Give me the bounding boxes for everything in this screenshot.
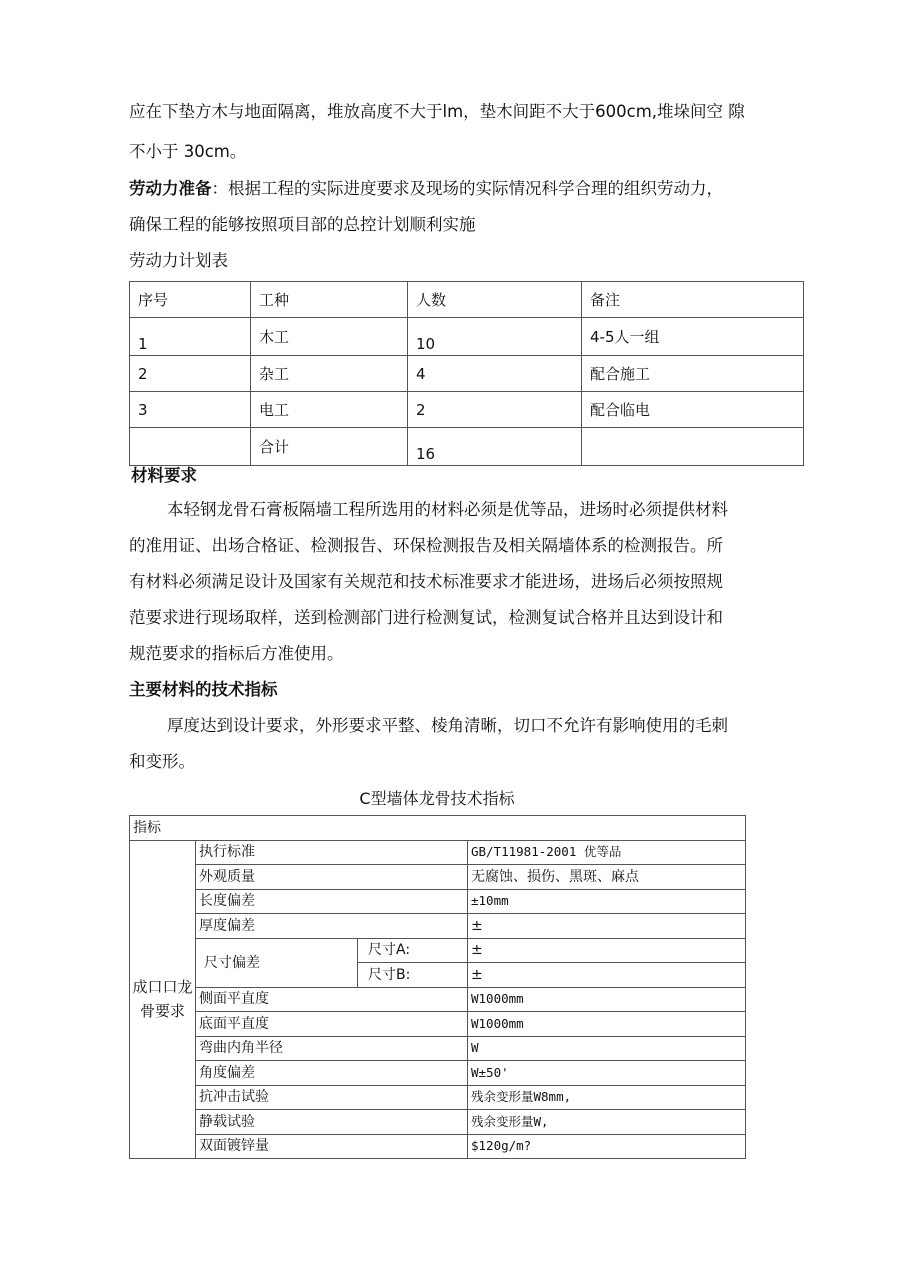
spec-item-cell: 静载试验 <box>196 1110 468 1135</box>
spec-value-cell: ± <box>468 938 746 963</box>
intro-line-1: 应在下垫方木与地面隔离，堆放高度不大于lm，垫木间距不大于600cm,堆垛间空 隙 <box>129 102 745 121</box>
cell-no: 3 <box>130 392 251 428</box>
header-cell-trade: 工种 <box>251 282 408 318</box>
table-row <box>130 914 746 939</box>
spec-value-cell: W <box>468 1036 746 1061</box>
table-header-row <box>130 282 804 318</box>
spec-value-cell: GB/T11981-2001 优等品 <box>468 840 746 865</box>
cell-no: 1 <box>130 318 251 356</box>
spec-item-cell: 长度偏差 <box>196 889 468 914</box>
table-row <box>130 987 746 1012</box>
table-row <box>130 840 746 865</box>
spec-value-cell: 无腐蚀、损伤、黑斑、麻点 <box>468 865 746 890</box>
table-row <box>130 865 746 890</box>
cell-trade: 合计 <box>251 428 408 466</box>
header-cell-no: 序号 <box>130 282 251 318</box>
table-row <box>130 1085 746 1110</box>
table-row <box>130 392 804 428</box>
spec-value-cell: W1000mm <box>468 1012 746 1037</box>
tech-index-line-1: 厚度达到设计要求，外形要求平整、棱角清晰，切口不允许有影响使用的毛刺 <box>167 716 728 735</box>
spec-header-row <box>130 816 746 841</box>
cell-count: 4 <box>408 356 582 392</box>
table-row <box>130 1036 746 1061</box>
spec-group-label-line-2: 骨要求 <box>139 1002 185 1021</box>
cell-note: 配合施工 <box>582 356 804 392</box>
materials-line-5: 规范要求的指标后方准使用。 <box>129 644 344 663</box>
spec-value-cell: ±10mm <box>468 889 746 914</box>
spec-value-cell: W1000mm <box>468 987 746 1012</box>
spec-value-cell: 残余变形量W, <box>468 1110 746 1135</box>
tech-index-heading: 主要材料的技术指标 <box>129 680 278 699</box>
spec-item-cell: 抗冲击试验 <box>196 1085 468 1110</box>
spec-header-cell: 指标 <box>130 816 746 841</box>
spec-sub-cell: 尺寸B: <box>358 963 468 988</box>
spec-value-cell: ± <box>468 963 746 988</box>
labor-prep-line-2: 确保工程的能够按照项目部的总控计划顺利实施 <box>129 215 476 234</box>
spec-table <box>129 815 746 1159</box>
table-row <box>130 356 804 392</box>
materials-line-3: 有材料必须满足设计及国家有关规范和技术标准要求才能进场，进场后必须按照规 <box>129 572 723 591</box>
cell-trade: 电工 <box>251 392 408 428</box>
cell-trade: 杂工 <box>251 356 408 392</box>
cell-count: 10 <box>408 318 582 356</box>
spec-value-cell: W±50' <box>468 1061 746 1086</box>
spec-sub-cell: 尺寸A: <box>358 938 468 963</box>
spec-value-cell: 残余变形量W8mm, <box>468 1085 746 1110</box>
table-row <box>130 1061 746 1086</box>
spec-value-cell: ± <box>468 914 746 939</box>
cell-trade: 木工 <box>251 318 408 356</box>
spec-item-cell: 外观质量 <box>196 865 468 890</box>
table-row <box>130 1110 746 1135</box>
header-cell-note: 备注 <box>582 282 804 318</box>
labor-table-title: 劳动力计划表 <box>129 251 228 270</box>
intro-line-2: 不小于 30cm。 <box>129 142 247 161</box>
cell-note: 配合临电 <box>582 392 804 428</box>
spec-item-cell: 侧面平直度 <box>196 987 468 1012</box>
materials-line-4: 范要求进行现场取样，送到检测部门进行检测复试，检测复试合格并且达到设计和 <box>129 608 723 627</box>
spec-item-cell: 底面平直度 <box>196 1012 468 1037</box>
tech-index-line-2: 和变形。 <box>129 752 195 771</box>
materials-line-1: 本轻钢龙骨石膏板隔墙工程所选用的材料必须是优等品，进场时必须提供材料 <box>167 500 728 519</box>
cell-count: 16 <box>408 428 582 466</box>
materials-heading: 材料要求 <box>131 466 197 485</box>
spec-table-caption: C型墙体龙骨技术指标 <box>359 789 515 808</box>
spec-value-cell: $120g/m? <box>468 1134 746 1159</box>
labor-plan-table <box>129 281 804 466</box>
cell-no: 2 <box>130 356 251 392</box>
table-row <box>130 1012 746 1037</box>
spec-item-cell: 弯曲内角半径 <box>196 1036 468 1061</box>
cell-count: 2 <box>408 392 582 428</box>
spec-item-cell: 执行标准 <box>196 840 468 865</box>
table-row <box>130 1134 746 1159</box>
spec-item-cell: 尺寸偏差 <box>196 938 358 987</box>
table-row <box>130 318 804 356</box>
labor-prep-label: 劳动力准备 <box>129 179 212 198</box>
labor-prep-text-1: ：根据工程的实际进度要求及现场的实际情况科学合理的组织劳动力， <box>211 179 723 198</box>
spec-item-cell: 厚度偏差 <box>196 914 468 939</box>
spec-item-cell: 双面镀锌量 <box>196 1134 468 1159</box>
header-cell-count: 人数 <box>408 282 582 318</box>
spec-group-label <box>130 840 196 1159</box>
spec-group-label-line-1: 成口口龙 <box>132 978 193 997</box>
table-row <box>130 938 746 963</box>
spec-item-cell: 角度偏差 <box>196 1061 468 1086</box>
cell-note: 4-5人一组 <box>582 318 804 356</box>
labor-prep-line-1 <box>129 171 793 207</box>
table-row <box>130 889 746 914</box>
materials-line-2: 的准用证、出场合格证、检测报告、环保检测报告及相关隔墙体系的检测报告。所 <box>129 536 723 555</box>
